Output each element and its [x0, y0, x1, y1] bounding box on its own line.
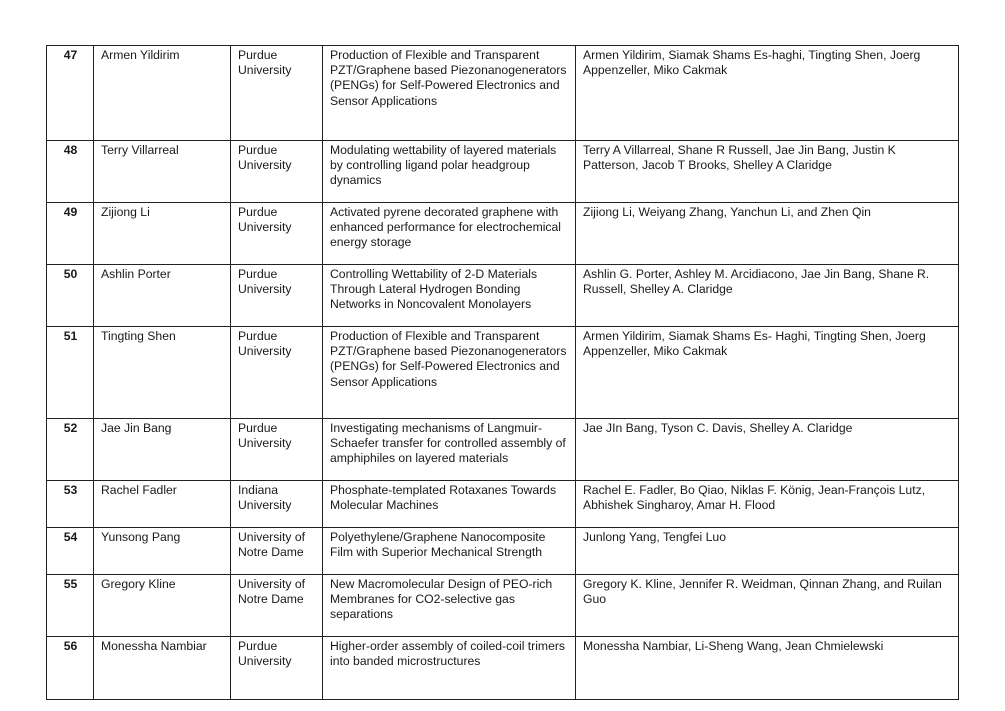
- row-number: 53: [47, 481, 94, 528]
- row-number: 47: [47, 46, 94, 141]
- poster-title: Production of Flexible and Transparent PZT/Graphene based Piezonanogenerators (PENGs) for Self-Powered Electronics and Sensor Applications: [323, 327, 576, 419]
- row-number: 52: [47, 419, 94, 481]
- institution: Purdue University: [231, 46, 323, 141]
- authors: Gregory K. Kline, Jennifer R. Weidman, Qinnan Zhang, and Ruilan Guo: [576, 575, 959, 637]
- authors: Zijiong Li, Weiyang Zhang, Yanchun Li, and Zhen Qin: [576, 203, 959, 265]
- authors: Armen Yildirim, Siamak Shams Es-haghi, Tingting Shen, Joerg Appenzeller, Miko Cakmak: [576, 46, 959, 141]
- table-row: [47, 637, 959, 700]
- institution: Purdue University: [231, 327, 323, 419]
- presenter-name: Tingting Shen: [94, 327, 231, 419]
- row-number: 55: [47, 575, 94, 637]
- institution: Purdue University: [231, 637, 323, 700]
- authors: Junlong Yang, Tengfei Luo: [576, 528, 959, 575]
- row-number: 56: [47, 637, 94, 700]
- authors: Terry A Villarreal, Shane R Russell, Jae Jin Bang, Justin K Patterson, Jacob T Brooks, Shelley A Claridge: [576, 141, 959, 203]
- table-row: [47, 46, 959, 141]
- authors: Ashlin G. Porter, Ashley M. Arcidiacono, Jae Jin Bang, Shane R. Russell, Shelley A. Claridge: [576, 265, 959, 327]
- poster-title: Production of Flexible and Transparent PZT/Graphene based Piezonanogenerators (PENGs) for Self-Powered Electronics and Sensor Applications: [323, 46, 576, 141]
- row-number: 50: [47, 265, 94, 327]
- institution: University of Notre Dame: [231, 575, 323, 637]
- institution: Purdue University: [231, 141, 323, 203]
- table-row: [47, 141, 959, 203]
- table-row: [47, 419, 959, 481]
- presenter-name: Jae Jin Bang: [94, 419, 231, 481]
- presenter-name: Armen Yildirim: [94, 46, 231, 141]
- table-row: [47, 327, 959, 419]
- poster-title: New Macromolecular Design of PEO-rich Membranes for CO2-selective gas separations: [323, 575, 576, 637]
- poster-title: Activated pyrene decorated graphene with enhanced performance for electrochemical energy storage: [323, 203, 576, 265]
- presenter-name: Monessha Nambiar: [94, 637, 231, 700]
- presenter-name: Yunsong Pang: [94, 528, 231, 575]
- institution: Purdue University: [231, 265, 323, 327]
- poster-title: Higher-order assembly of coiled-coil trimers into banded microstructures: [323, 637, 576, 700]
- institution: Indiana University: [231, 481, 323, 528]
- presenter-name: Terry Villarreal: [94, 141, 231, 203]
- authors: Jae JIn Bang, Tyson C. Davis, Shelley A. Claridge: [576, 419, 959, 481]
- poster-title: Investigating mechanisms of Langmuir-Schaefer transfer for controlled assembly of amphiphiles on layered materials: [323, 419, 576, 481]
- presenter-name: Gregory Kline: [94, 575, 231, 637]
- presenter-name: Ashlin Porter: [94, 265, 231, 327]
- row-number: 49: [47, 203, 94, 265]
- poster-table: [46, 45, 959, 700]
- institution: Purdue University: [231, 419, 323, 481]
- poster-title: Controlling Wettability of 2-D Materials Through Lateral Hydrogen Bonding Networks in Noncovalent Monolayers: [323, 265, 576, 327]
- poster-title: Modulating wettability of layered materials by controlling ligand polar headgroup dynamics: [323, 141, 576, 203]
- table-row: [47, 481, 959, 528]
- presenter-name: Rachel Fadler: [94, 481, 231, 528]
- table-row: [47, 265, 959, 327]
- poster-title: Phosphate-templated Rotaxanes Towards Molecular Machines: [323, 481, 576, 528]
- authors: Monessha Nambiar, Li-Sheng Wang, Jean Chmielewski: [576, 637, 959, 700]
- row-number: 54: [47, 528, 94, 575]
- table-row: [47, 203, 959, 265]
- table-row: [47, 575, 959, 637]
- poster-title: Polyethylene/Graphene Nanocomposite Film with Superior Mechanical Strength: [323, 528, 576, 575]
- presenter-name: Zijiong Li: [94, 203, 231, 265]
- row-number: 51: [47, 327, 94, 419]
- table-row: [47, 528, 959, 575]
- institution: Purdue University: [231, 203, 323, 265]
- institution: University of Notre Dame: [231, 528, 323, 575]
- authors: Armen Yildirim, Siamak Shams Es- Haghi, Tingting Shen, Joerg Appenzeller, Miko Cakmak: [576, 327, 959, 419]
- row-number: 48: [47, 141, 94, 203]
- authors: Rachel E. Fadler, Bo Qiao, Niklas F. König, Jean-François Lutz, Abhishek Singharoy, Amar H. Flood: [576, 481, 959, 528]
